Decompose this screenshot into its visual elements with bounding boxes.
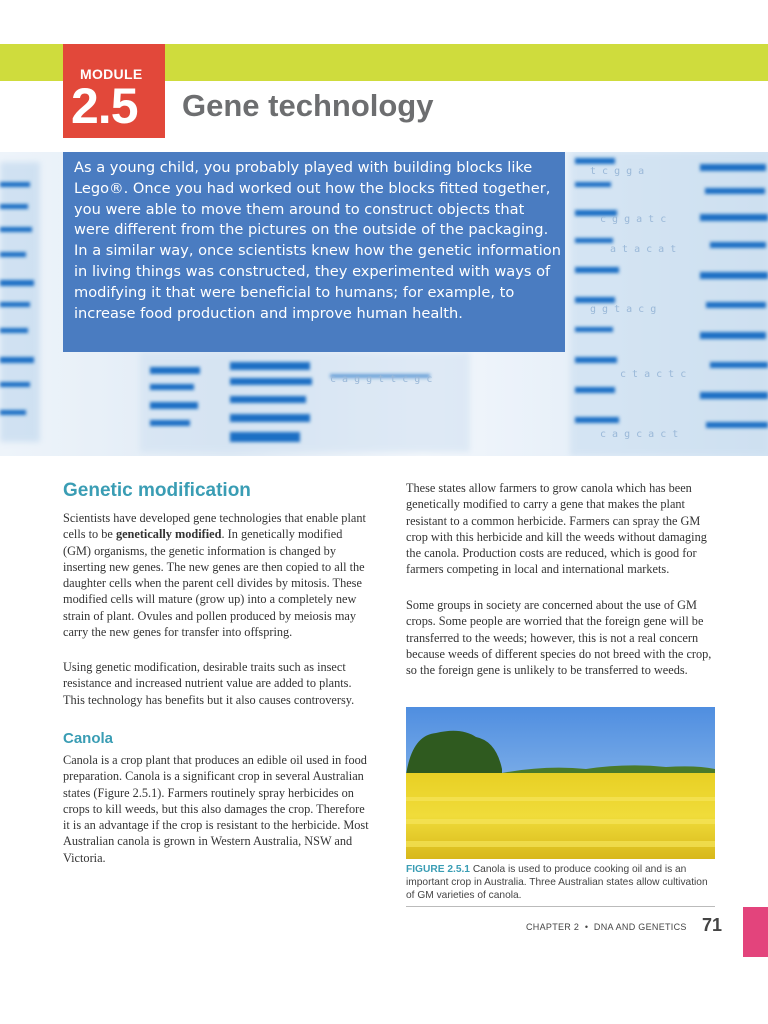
svg-text:c g g a t c: c g g a t c [600, 214, 667, 225]
paragraph-canola: Canola is a crop plant that produces an edible oil used in food preparation. Canola is a significant crop in several Australian states (Figure 2.5.1). Farmers routinely spray herbicides on crops to kill weeds, but this also damages the crop. Therefore it is an advantage if the crop is resistant to the herbicide. Most Australian canola is grown in Western Australia, NSW and Victoria. [63, 753, 369, 865]
svg-text:c a g c a c t: c a g c a c t [600, 429, 679, 440]
figure-caption: FIGURE 2.5.1 Canola is used to produce cooking oil and is an important crop in Australia. Three Australian states allow cultivation of GM varieties of canola. [406, 864, 708, 901]
section-heading: Genetic modification [63, 480, 251, 501]
module-number: 2.5 [71, 78, 138, 134]
figure-label: FIGURE 2.5.1 [406, 864, 470, 875]
chapter-label: CHAPTER 2 [526, 922, 580, 932]
svg-text:t c g g a: t c g g a [590, 166, 645, 177]
module-label: MODULE [80, 66, 143, 82]
section-label: DNA AND GENETICS [593, 922, 687, 932]
svg-text:a t a c a t: a t a c a t [610, 244, 677, 255]
paragraph-concerns: Some groups in society are concerned about the use of GM crops. Some people are worried that the foreign gene will be transferred to the weeds; however, this is not a real concern because weeds of different species do not breed with the crop, so the foreign gene is unlikely to be transferred to weeds. [406, 598, 712, 678]
chapter-tab [743, 907, 768, 957]
svg-text:c t a c t c: c t a c t c [620, 369, 687, 380]
footer-separator: • [584, 922, 589, 932]
paragraph-benefits: Using genetic modification, desirable traits such as insect resistance and increased nutrient value are added to plants. This technology has benefits but it also causes controversy. [63, 660, 355, 707]
caption-divider [406, 906, 715, 907]
paragraph-genetic-modification: Scientists have developed gene technologies that enable plant cells to be genetically modified. In genetically modified (GM) organisms, the genetic information is changed by inserting new genes. The new genes are then copied to all the daughter cells when the parent cell divides by mitosis. These modified cells will mature (grow up) into a completely new strain of plant. Ovules and pollen produced by meiosis may carry the new genes for transfer into offspring. [63, 511, 366, 640]
page-number: 71 [702, 915, 723, 935]
svg-text:g g t a c g: g g t a c g [590, 304, 657, 315]
paragraph-gm-canola: These states allow farmers to grow canola which has been genetically modified to carry a gene that makes the plant resistant to a common herbicide. Farmers can spray the GM crop with this herbicide and kill the weeds without damaging the canola. Production costs are reduced, which is good for farmers competing in local and international markets. [406, 481, 707, 577]
svg-text:c a g g t t c g c: c a g g t t c g c [330, 374, 433, 385]
running-footer [526, 922, 687, 932]
intro-text: As a young child, you probably played with building blocks like Lego®. Once you had worked out how the blocks fitted together, you were able to move them around to construct objects that were different from the pictures on the outside of the packaging. In a similar way, once scientists knew how the genetic information in living things was constructed, they experimented with ways of modifying it that were beneficial to humans; for example, to increase food production and improve human health. [74, 159, 561, 322]
page-title: Gene technology [182, 88, 434, 123]
subheading-canola: Canola [63, 730, 114, 747]
canola-field-photo [406, 707, 715, 859]
module-badge [63, 44, 165, 138]
key-term: genetically modified [115, 527, 222, 542]
